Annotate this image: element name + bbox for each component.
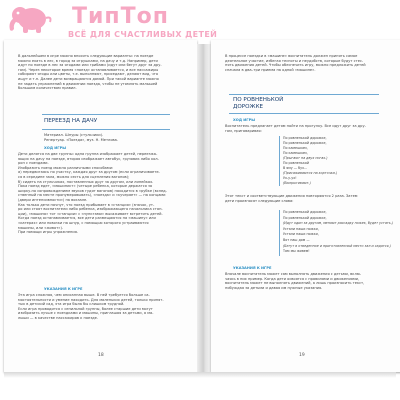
left-course-line: ции), «машина» тот «станции» с «пунктами» высаживает встретить детей. bbox=[18, 211, 163, 216]
left-intro-line: можно ехать в лес, в город за игрушками, на дачу и т.д. Например, дети bbox=[18, 58, 158, 63]
left-course-line: Дети делятся на две группы: одна группа изображает детей, переезжа- bbox=[18, 152, 158, 156]
left-hints-line: лыши — в качестве пассажиров к поезде. bbox=[18, 316, 98, 320]
right-verse2-line: Там мы живем! bbox=[283, 249, 310, 254]
left-course-line: машины, или «живот»). bbox=[18, 225, 64, 230]
right-verse-line: (Присаживаются на корточки.) bbox=[283, 171, 338, 175]
left-course-heading: ХОД ИГРЫ bbox=[44, 146, 66, 150]
right-verse2-line: (Бегут в отведенное и приготовленный место зал и садятся.) bbox=[283, 243, 391, 248]
right-verse2-line: Вот наш дом — bbox=[283, 238, 310, 242]
verse-bar bbox=[279, 136, 280, 186]
left-page-number: 18 bbox=[98, 353, 104, 358]
right-middle-line: Этот текст и соответствующие движения повторяются 2 раза. Затем bbox=[225, 194, 358, 198]
left-hints-line: тых в детский сад, эта игра была бы слишком трудной. bbox=[18, 302, 125, 307]
left-intro-line: гом). Через некоторое время «поезд» останавливается, и все пассажиры bbox=[18, 67, 159, 72]
left-game-title: ПЕРЕЕЗД НА ДАЧУ bbox=[44, 118, 98, 124]
left-hints-heading: УКАЗАНИЯ К ИГРЕ bbox=[44, 287, 83, 291]
right-page-number: 19 bbox=[299, 353, 305, 358]
left-course-line: а) передвигаясь по участку, каждая друг за другом (если ограничиваете- bbox=[18, 170, 160, 175]
repertoire-line: Репертуар. «Поезда», муз. Н. Метлова. bbox=[44, 138, 119, 142]
left-course-line: Как только дети начнут, что поезд прибывает в «станция» (значок, ут- bbox=[18, 202, 155, 207]
left-course-line: Изобразить поезд можно различными способами: bbox=[18, 165, 114, 170]
page-shadow bbox=[4, 372, 396, 378]
left-intro-line: большим количеством правил. bbox=[18, 86, 77, 91]
verse2-bar bbox=[279, 210, 280, 256]
right-course-heading: ХОД ИГРЫ bbox=[233, 118, 255, 122]
right-verse-line: По камешкам, bbox=[283, 146, 308, 150]
right-hints-line: воспитатель может не выполнять движений, а лишь произносить текст, bbox=[225, 281, 365, 286]
right-verse-line: (Прыгают на двух ногах.) bbox=[283, 156, 328, 160]
right-intro-line: деятельное участие, избегая тесноты и неудобств, которые будут стес- bbox=[225, 58, 364, 63]
right-hints-line: побуждая за детьми и давая им нужные указания. bbox=[225, 285, 323, 290]
right-game-title-2: ДОРОЖКЕ bbox=[233, 104, 264, 110]
left-course-line: ширку-по сопровождением звуков гудят вагонов) находится в «рубке (вслед- bbox=[18, 188, 167, 193]
right-verse-line: По ровненькой дорожке, bbox=[283, 141, 327, 145]
left-course-line: ся в середине зала, можно сесть для сцепления вагонов); bbox=[18, 175, 130, 179]
right-middle-line: дети произносят следующие слова: bbox=[225, 198, 294, 203]
game-box-top-rule bbox=[42, 114, 170, 115]
left-course-line: ро или стоят воспитатели либо ребенка, изображающего начальника стан- bbox=[18, 207, 163, 212]
right-course-intro-line: Воспитатель предлагает детям пойти на прогулку. Все идут друг за дру- bbox=[225, 124, 366, 128]
right-game-title-1: ПО РОВНЕНЬКОЙ bbox=[233, 97, 284, 103]
right-hints-heading: УКАЗАНИЯ К ИГРЕ bbox=[233, 266, 272, 270]
left-course-line: б) сидеть на стульчиках, поставленных друг за другом, или линейках. bbox=[18, 179, 154, 184]
right-verse2-line: Устали наши ножки, bbox=[283, 232, 319, 237]
right-page bbox=[211, 40, 400, 372]
left-course-line: «катерах» или повозки на шнур, с помощью которого устраиваются bbox=[18, 221, 149, 225]
left-intro-line: В дальнейшем в игре можно вносить следующие варианты: на поезде bbox=[18, 54, 154, 58]
right-box-top-rule bbox=[229, 94, 379, 95]
game-box-mid-rule bbox=[42, 129, 170, 130]
left-course-line: Когда поезд останавливается, все дети размещаются на «машину» или bbox=[18, 216, 156, 221]
elephant-icon bbox=[6, 4, 58, 34]
right-verse-line: По ровненькой bbox=[283, 161, 310, 165]
brand-title: ТипТоп bbox=[72, 4, 169, 29]
right-intro-line: нять движения детей. Чтобы обеспечить игру, можно предложить детей bbox=[225, 63, 366, 68]
brand-subtitle: ВСЁ ДЛЯ СЧАСТЛИВЫХ ДЕТЕЙ bbox=[68, 30, 218, 39]
right-verse-line: По камешкам, bbox=[283, 151, 308, 155]
right-verse-line: (Выпрыгивают.) bbox=[283, 181, 311, 185]
material-line: Материал. Шнуры (стульчики). bbox=[44, 133, 104, 137]
brand-logo bbox=[6, 4, 226, 40]
left-intro-line: ищут и т.п. Далее дети возвращаются домой. При такой варианте можно bbox=[18, 77, 159, 81]
left-course-line: (двери интенсивности») на вокзале. bbox=[18, 198, 88, 202]
book-spread bbox=[4, 40, 396, 390]
right-verse-line: В яму — бух... bbox=[283, 166, 308, 170]
right-box-mid-rule bbox=[229, 113, 379, 114]
right-verse2-line: Устали наши ножки, bbox=[283, 226, 319, 231]
left-hints-line: изобразить лучше с поездками и машины, приглашая за детьми, а ма- bbox=[18, 311, 154, 316]
left-course-line: ственный на месте пронумеровывать), «поезда» и «кучеряет» — на концами bbox=[18, 193, 166, 198]
right-verse-line: Ух-у-ух! bbox=[283, 176, 297, 180]
left-course-line: рон с поездами. bbox=[18, 161, 49, 166]
right-intro-line: сначала в два–три приема на одной «машине». bbox=[225, 67, 316, 72]
right-verse2-line: (Идут один за другим, меняют рассадку ножек, будет устать.) bbox=[283, 221, 394, 226]
right-verse2-line: По ровненькой дорожке, bbox=[283, 215, 327, 220]
left-hints-line: Эта игра сложная, чем описанная выше. В ней требуется больше са- bbox=[18, 293, 150, 297]
left-course-line: Пока поезд едет, «машинист» (четыре ребенка, которые держатся за bbox=[18, 184, 153, 189]
left-hints-line: Если игра проводится с сенильной группы, более старшие дети могут bbox=[18, 306, 153, 311]
right-verse-line: По ровненькой дорожке, bbox=[283, 136, 327, 140]
left-intro-line: собирают ягоды или цветы, т.е. выполняют, приседают, делают вид, что bbox=[18, 72, 159, 77]
left-hints-line: мостоятельности и умение находить. Для маленьких детей, только принят- bbox=[18, 297, 164, 302]
left-intro-line: не задать упражнений в движении поезда, чтобы не утомлять малышей bbox=[18, 81, 158, 86]
book-spine bbox=[197, 44, 211, 374]
right-hints-line: чаясь в них пример. Когда дети освоятся с правилами и движениями, bbox=[225, 276, 360, 281]
right-intro-line: В процессе поездки в «машине» воспитатель должен принять самое bbox=[225, 54, 358, 58]
right-course-intro-line: гом, приговаривая: bbox=[225, 128, 262, 133]
left-course-line: ющих на дачу на поезде, вторая изображает автобус, грузовик либо кол- bbox=[18, 156, 159, 161]
right-hints-line: Вначале воспитатель может сам выполнять движения с детьми, вклю- bbox=[225, 272, 362, 276]
left-course-line: При помощи игры упражнения. bbox=[18, 230, 79, 235]
right-verse2-line: По ровненькой дорожке, bbox=[283, 210, 327, 214]
left-intro-line: идут по поезде в лес за ягодами или грибами (идут или бегут друг за дру- bbox=[18, 63, 162, 68]
left-page bbox=[4, 40, 197, 372]
